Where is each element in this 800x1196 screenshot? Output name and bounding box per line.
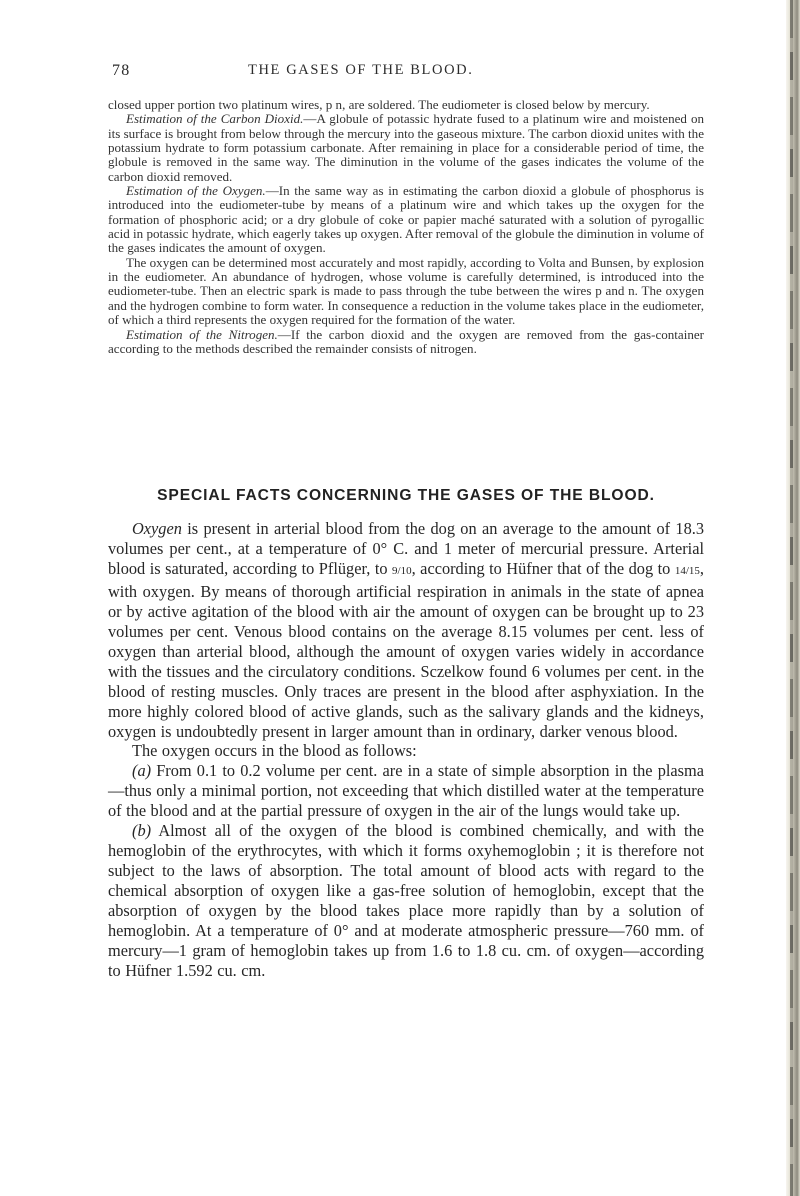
fraction-pfluger: 9/10 [392, 564, 412, 577]
carbon-dioxid-paragraph [108, 112, 704, 184]
intro-paragraph: closed upper portion two platinum wires, p n, are soldered. The eudiometer is closed below by mercury. [108, 97, 650, 112]
nitrogen-paragraph [108, 328, 704, 357]
intro-text-block [108, 98, 704, 356]
book-spine-edge [786, 0, 800, 1196]
oxygen-estimation-heading: Estimation of the Oxygen. [126, 183, 266, 199]
oxygen-text-c: , with oxygen. By means of thorough artificial respiration in animals in the state of apnea or by active agitation of the blood with air the amount of oxygen can be brought up to 23 volumes per cent. Venous blood contains on the average 8.15 volumes per cent. less of oxygen than arterial blood, although the amount of oxygen varies widely in accordance with the tissues and the circulatory conditions. Sczelkow found 6 volumes per cent. in the blood of resting muscles. Only traces are present in the blood after asphyxiation. In the more highly colored blood of active glands, such as the salivary glands and the kidneys, oxygen is undoubtedly present in larger amount than in ordinary, darker venous blood. [108, 558, 705, 741]
oxygen-text-a: is present in arterial blood from the dog on an average to the amount of 18.3 volumes per cent., at a temperature of 0° C. and 1 meter of mercurial pressure. Arterial blood is saturated, according to Pflüger, to [108, 519, 704, 578]
carbon-dioxid-heading: Estimation of the Carbon Dioxid. [126, 111, 304, 127]
item-a-label: (a) [132, 761, 152, 781]
oxygen-estimation-paragraph [108, 184, 704, 256]
item-b-label: (b) [132, 821, 152, 841]
oxygen-estimation-body: —In the same way as in estimating the carbon dioxid a globule of phosphorus is introduced into the eudiometer-tube by means of a platinum wire and which takes up the oxygen for the formation of phosphoric acid; or a dry globule of coke or papier maché saturated with a solution of pyrogallic acid in potassic hydrate, which eagerly takes up oxygen. After removal of the globule the diminution in volume of the gases indicates the amount of oxygen. [108, 183, 705, 256]
nitrogen-body: —If the carbon dioxid and the oxygen are removed from the gas-container according to the methods described the remainder consists of nitrogen. [108, 326, 704, 356]
item-a-body: From 0.1 to 0.2 volume per cent. are in a state of simple absorption in the plasma—thus only a minimal portion, not exceeding that which distilled water at the temperature of the blood and at the partial pressure of oxygen in the air of the lungs would take up. [108, 761, 704, 821]
running-title: THE GASES OF THE BLOOD. [248, 62, 474, 78]
explosion-paragraph: The oxygen can be determined most accurately and most rapidly, according to Volta and Bunsen, by explosion in the eudiometer. An abundance of hydrogen, whose volume is carefully determined, is introduced into the eudiometer-tube. Then an electric spark is made to pass through the tube between the wires p and n. The oxygen and the hydrogen combine to form water. In consequence a reduction in the volume takes place in the eudiometer, of which a third represents the oxygen required for the formation of the water. [108, 254, 704, 328]
oxygen-paragraph [108, 519, 704, 741]
item-b-body: Almost all of the oxygen of the blood is combined chemically, and with the hemoglobin of the erythrocytes, with which it forms oxyhemoglobin ; it is therefore not subject to the laws of absorption. The total amount of blood acts with regard to the chemical absorption of oxygen like a gas-free solution of hemoglobin, except that the absorption of oxygen by the blood takes place more rapidly than by a solution of hemoglobin. At a temperature of 0° and at moderate atmospheric pressure—760 mm. of mercury—1 gram of hemoglobin takes up from 1.6 to 1.8 cu. cm. of oxygen—according to Hüfner 1.592 cu. cm. [108, 821, 704, 980]
hemoglobin-paragraph [108, 821, 704, 981]
fraction-hufner: 14/15 [674, 564, 700, 577]
page-number: 78 [112, 62, 131, 79]
section-text-block [108, 519, 704, 981]
carbon-dioxid-body: —A globule of potassic hydrate fused to a platinum wire and moistened on its surface is brought from below through the mercury into the gaseous mixture. The carbon dioxid unites with the potassium hydrate to form potassium carbonate. After remaining in place for a considerable period of time, the globule is removed in the same way. The diminution in the volume of the gases indicates the volume of the carbon dioxid removed. [108, 111, 704, 184]
nitrogen-heading: Estimation of the Nitrogen. [126, 326, 278, 342]
oxygen-text-b: , according to Hüfner that of the dog to [411, 558, 675, 578]
absorption-paragraph [108, 761, 704, 821]
running-header [112, 62, 712, 82]
oxygen-lead-word: Oxygen [132, 519, 182, 538]
section-heading: SPECIAL FACTS CONCERNING THE GASES OF THE BLOOD. [157, 487, 655, 504]
occurrence-paragraph: The oxygen occurs in the blood as follows: [132, 741, 417, 761]
